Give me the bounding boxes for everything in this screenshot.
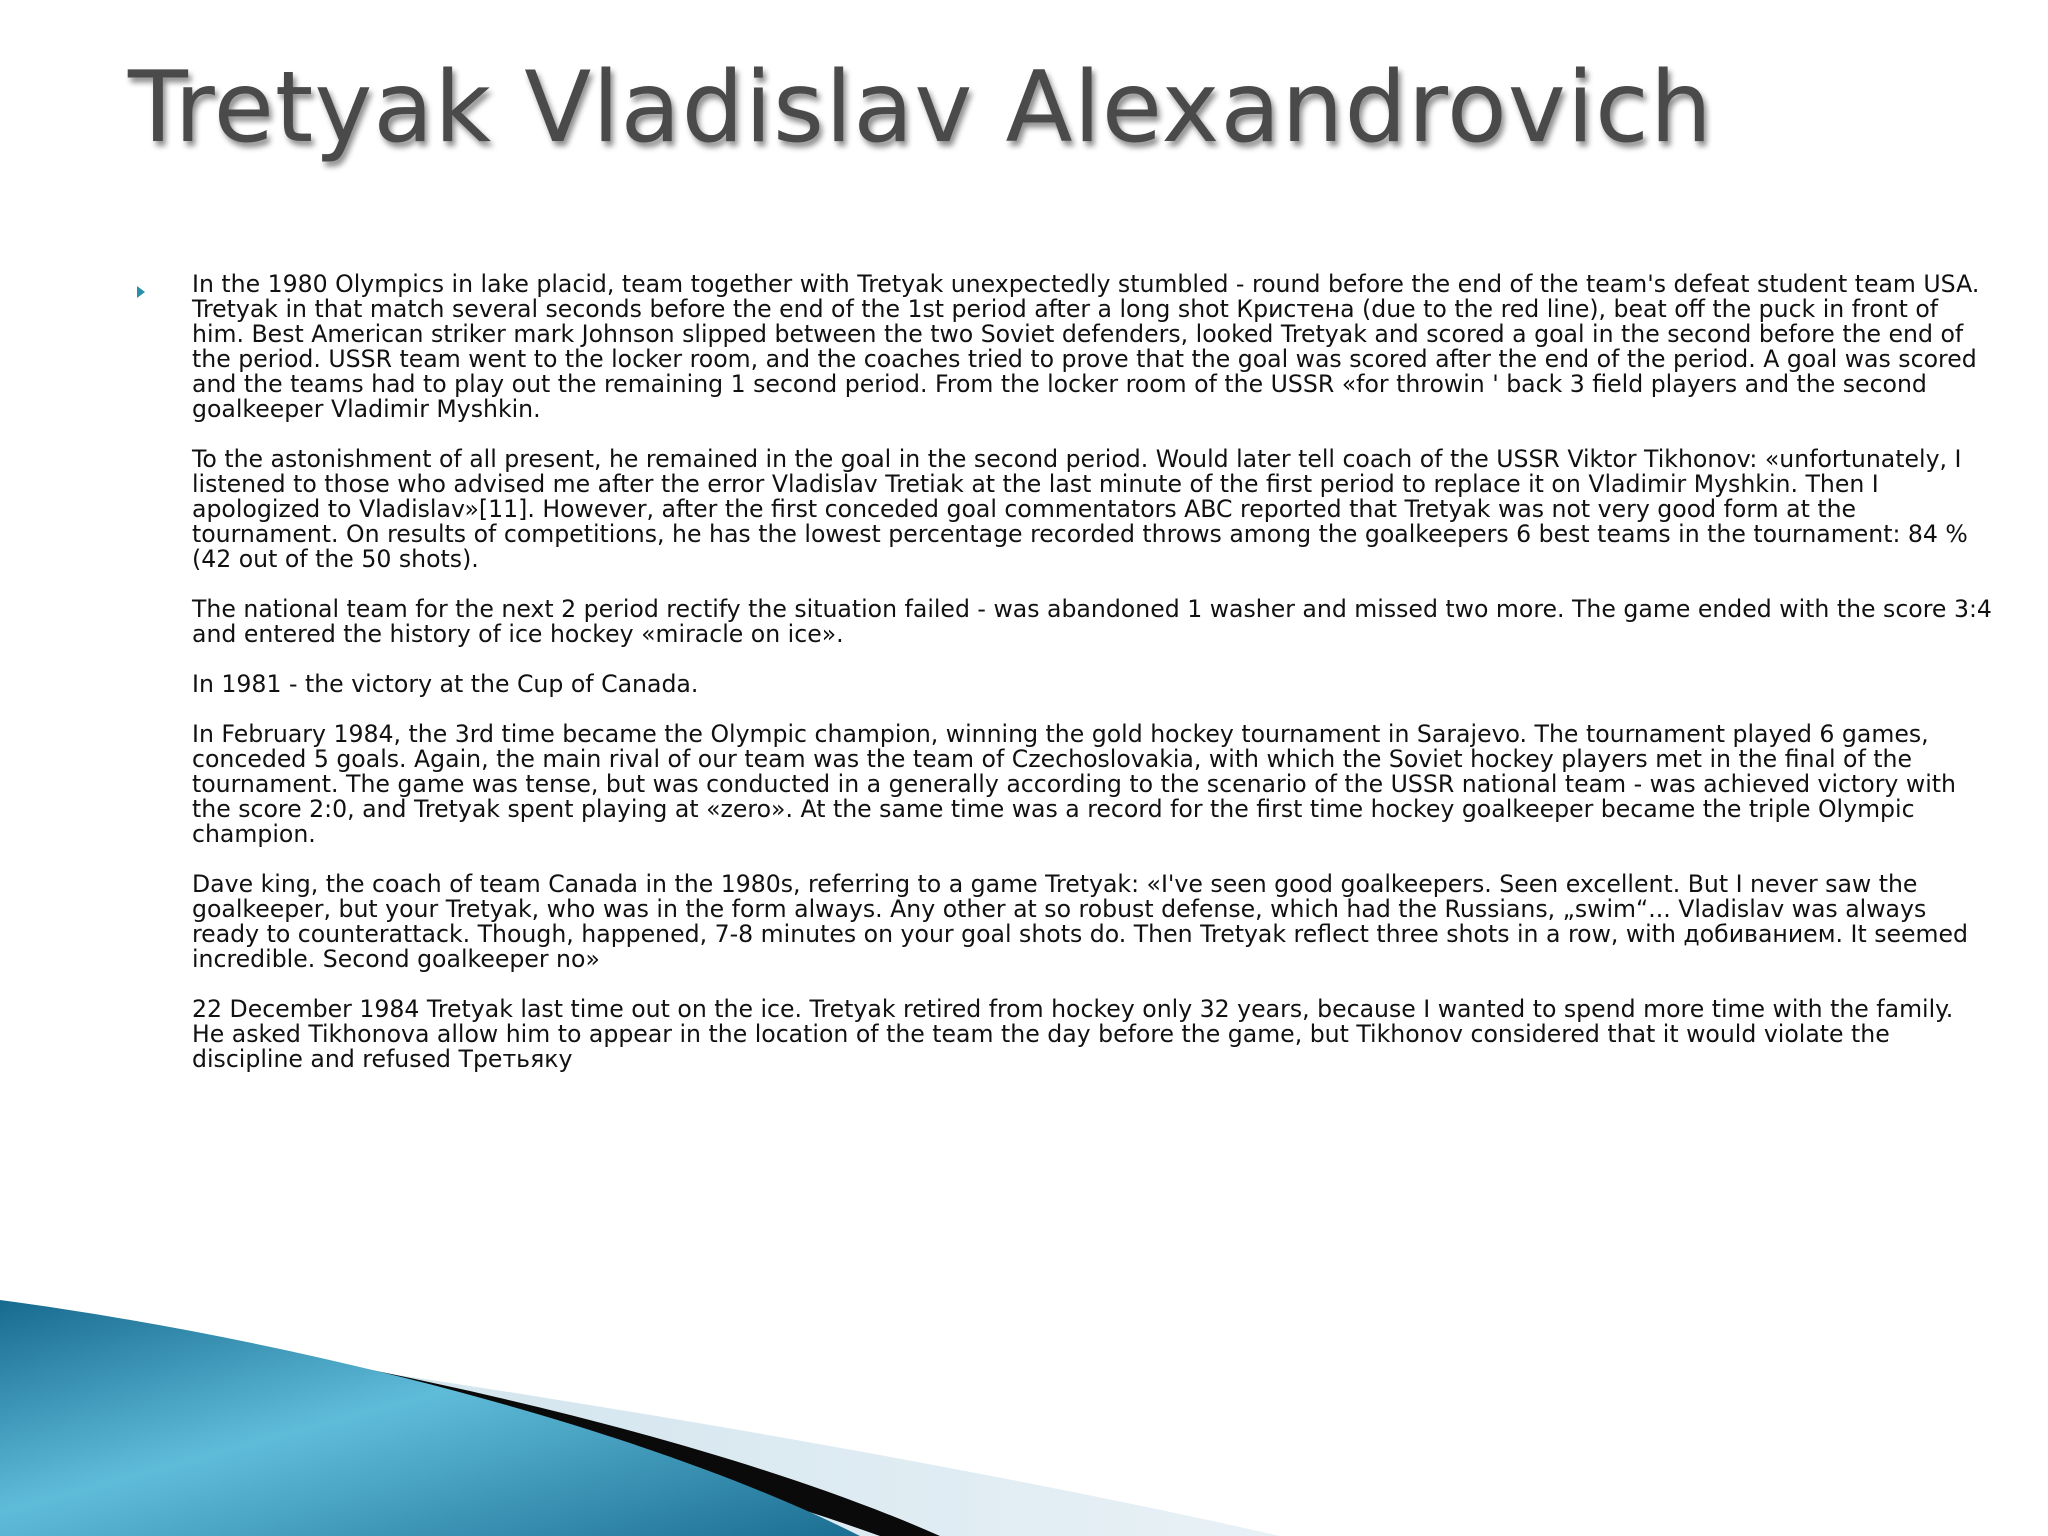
paragraph-canada-cup: In 1981 - the victory at the Cup of Canada. xyxy=(192,670,699,698)
paragraph-olympics-1980: In the 1980 Olympics in lake placid, team together with Tretyak unexpectedly stumbled - round before the end of the team's defeat student team USA. Tretyak in that match several seconds before the end of the 1st period after a long shot Кристена (due to the red line), beat off the puck in front of him. Best American striker mark Johnson slipped between the two Soviet defenders, looked Tretyak and scored a goal in the second before the end of the period. USSR team went to the locker room, and the coaches tried to prove that the goal was scored after the end of the period. A goal was scored and the teams had to play out the remaining 1 second period. From the locker room of the USSR «for throwin ' back 3 field players and the second goalkeeper Vladimir Myshkin. xyxy=(192,270,1980,423)
paragraph-miracle-on-ice: The national team for the next 2 period rectify the situation failed - was abandoned 1 washer and missed two more. The game ended with the score 3:4 and entered the history of ice hockey «miracle on ice». xyxy=(192,595,1992,648)
paragraph-second-period: To the astonishment of all present, he remained in the goal in the second period. Would later tell coach of the USSR Viktor Tikhonov: «unfortunately, I listened to those who advised me after the error Vladislav Tretiak at the last minute of the first period to replace it on Vladimir Myshkin. Then I apologized to Vladislav»[11]. However, after the first conceded goal commentators ABC reported that Tretyak was not very good form at the tournament. On results of competitions, he has the lowest percentage recorded throws among the goalkeepers 6 best teams in the tournament: 84 % (42 out of the 50 shots). xyxy=(192,445,1968,573)
wave-blue-band xyxy=(0,1300,860,1536)
decorative-wave xyxy=(0,1280,2048,1536)
slide-body xyxy=(192,272,1992,1097)
paragraph-retirement: 22 December 1984 Tretyak last time out on the ice. Tretyak retired from hockey only 32 years, because I wanted to spend more time with the family. He asked Tikhonova allow him to appear in the location of the team the day before the game, but Tikhonov considered that it would violate the discipline and refused Третьяку xyxy=(192,995,1954,1073)
paragraph-dave-king-quote: Dave king, the coach of team Canada in the 1980s, referring to a game Tretyak: «I've seen good goalkeepers. Seen excellent. But I never saw the goalkeeper, but your Tretyak, who was in the form always. Any other at so robust defense, which had the Russians, „swim“... Vladislav was always ready to counterattack. Though, happened, 7-8 minutes on your goal shots do. Then Tretyak reflect three shots in a row, with добиванием. It seemed incredible. Second goalkeeper no» xyxy=(192,870,1969,973)
triangle-right-icon xyxy=(137,286,145,298)
slide-title: Tretyak Vladislav Alexandrovich xyxy=(128,51,1714,165)
paragraph-sarajevo-1984: In February 1984, the 3rd time became the Olympic champion, winning the gold hockey tournament in Sarajevo. The tournament played 6 games, conceded 5 goals. Again, the main rival of our team was the team of Czechoslovakia, with which the Soviet hockey players met in the final of the tournament. The game was tense, but was conducted in a generally according to the scenario of the USSR national team - was achieved victory with the score 2:0, and Tretyak spent playing at «zero». At the same time was a record for the first time hockey goalkeeper became the triple Olympic champion. xyxy=(192,720,1956,848)
